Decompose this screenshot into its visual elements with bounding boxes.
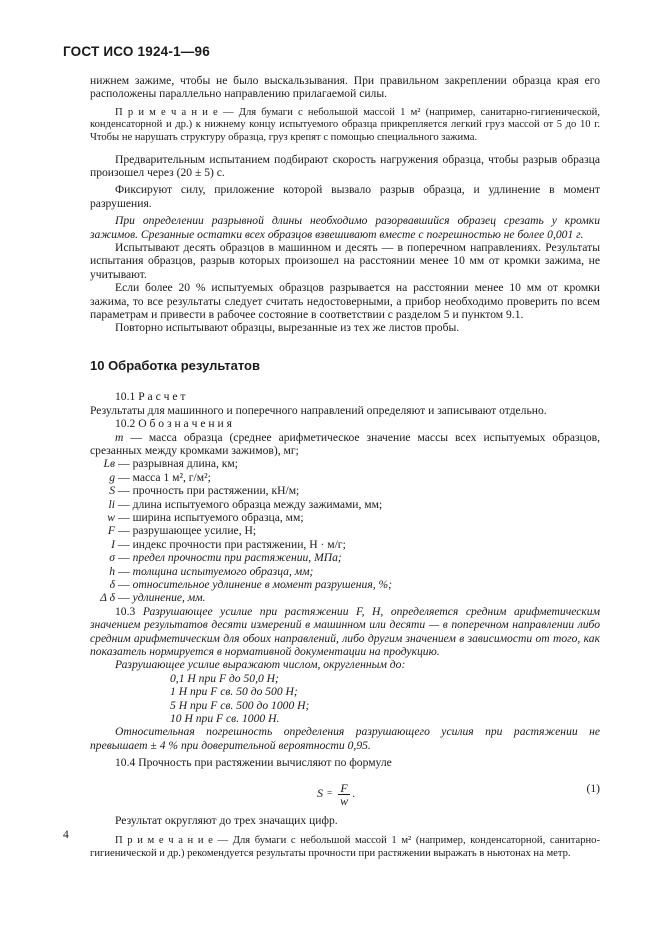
note-label: П р и м е ч а н и е [115, 106, 218, 118]
paragraph-repeat: Повторно испытывают образцы, вырезанные из тех же листов пробы. [115, 321, 460, 335]
rounding-item: 0,1 Н при F до 50,0 Н; [170, 671, 279, 685]
note-text: — Для бумаги с небольшой массой 1 м² (например, санитарно-гигиенической, конденсаторной и др.) к нижнему концу испытуемого образца прикрепляется легкий груз массой от 5 до 10 г. Чтобы не нарушать структуру образца, груз крепят с помощью специального зажима. [90, 106, 600, 143]
definition-dash: — [118, 470, 130, 484]
definition-text: удлинение, мм. [132, 591, 206, 605]
definition-item [90, 524, 600, 537]
paragraph-ten-samples: Испытывают десять образцов в машинном и десять — в поперечном направлениях. Результаты испытания образцов, разрыв которых произошел на расстоянии менее 10 мм от кромки зажима, не учитывают. [90, 241, 600, 281]
definition-text: толщина испытуемого образца, мм; [132, 564, 314, 578]
definition-text: индекс прочности при растяжении, Н · м/г; [132, 537, 346, 551]
formula-fraction [338, 782, 350, 807]
definition-symbol: δ [109, 577, 115, 591]
definition-item [90, 538, 600, 551]
definition-dash: — [118, 551, 130, 565]
clause-10-3 [90, 605, 600, 659]
page-content [90, 74, 600, 860]
formula [317, 782, 355, 807]
paragraph-speed: Предварительным испытанием подбирают скорость нагружения образца, чтобы разрыв образца произошел через (20 ± 5) с. [90, 152, 600, 179]
clause-10-1-heading [90, 390, 600, 403]
definition-item [90, 578, 600, 591]
clause-number: 10.4 [115, 756, 136, 770]
definition-item [90, 511, 600, 524]
page-number: 4 [63, 828, 69, 841]
clause-10-4 [90, 756, 600, 769]
definition-text: относительное удлинение в момент разрушения, %; [132, 577, 393, 591]
formula-numerator: F [340, 780, 348, 795]
definition-symbol: g [109, 470, 115, 484]
definition-item [90, 498, 600, 511]
equation-number: (1) [586, 781, 600, 795]
section-title: 10 Обработка результатов [90, 357, 260, 373]
definition-symbol: F [107, 524, 115, 538]
clause-title: Р а с ч е т [138, 390, 186, 404]
definition-dash: — [118, 510, 130, 524]
definition-symbol: σ [109, 551, 115, 565]
definition-dash: — [118, 497, 130, 511]
definition-text: разрывная длина, км; [132, 457, 238, 471]
definition-dash: — [118, 484, 130, 498]
standard-header: ГОСТ ИСО 1924-1—96 [63, 44, 210, 59]
definition-symbol: Δ δ [100, 591, 115, 605]
definition-m [90, 431, 600, 458]
definition-symbol: I [111, 537, 115, 551]
clause-text: Разрушающее усилие при растяжении F, Н, определяется средним арифметическим значением результатов десяти измерений в машинном или десяти — в поперечном направлении либо средним арифметическим для обоих направлений, либо другим значением в зависимости от того, как показатель нормируется в нормативной документации на продукцию. [90, 604, 601, 658]
definition-dash: — [118, 524, 130, 538]
definition-item [90, 551, 600, 564]
definition-text: — масса образца (среднее арифметическое значение массы всех испытуемых образцов, срезанных между кромками зажимов), мг; [90, 430, 600, 457]
note-label: П р и м е ч а н и е [115, 835, 213, 847]
definition-symbol: li [108, 497, 115, 511]
definition-symbol: h [109, 564, 115, 578]
clause-number: 10.1 [115, 390, 136, 404]
rounding-item: 10 Н при F св. 1000 Н. [170, 712, 280, 726]
formula-denominator: w [340, 793, 349, 808]
definition-dash: — [118, 457, 130, 471]
result-rounding: Результат округляют до трех значащих цифр. [115, 813, 338, 827]
definition-text: длина испытуемого образца между зажимами, мм; [132, 497, 383, 511]
clause-title: О б о з н а ч е н и я [138, 417, 232, 431]
formula-equals: = [327, 788, 333, 799]
paragraph-breaking-length: При определении разрывной длины необходимо разорвавшийся образец срезать у кромки зажимов. Срезанные остатки всех образцов взвешивают вместе с погрешностью не более 0,001 г. [90, 214, 600, 241]
definition-dash: — [118, 537, 130, 551]
note-text: — Для бумаги с небольшой массой 1 м² (например, конденсаторной, санитарно-гигиенической и др.) рекомендуется результаты прочности при растяжении выражать в ньютонах на метр. [90, 835, 600, 859]
clause-10-1-text: Результаты для машинного и поперечного направлений определяют и записывают отдельно. [90, 403, 547, 417]
rounding-intro: Разрушающее усилие выражают числом, округленным до: [115, 658, 406, 672]
clause-text: Прочность при растяжении вычисляют по формуле [138, 756, 392, 770]
definition-item [90, 591, 600, 604]
definition-dash: — [118, 577, 130, 591]
definition-dash: — [118, 564, 130, 578]
definition-text: масса 1 м², г/м²; [132, 470, 211, 484]
definition-dash: — [118, 591, 130, 605]
definition-symbol: S [109, 484, 115, 498]
definition-text: разрушающее усилие, Н; [132, 524, 257, 538]
definition-item [90, 484, 600, 497]
formula-row [90, 776, 600, 814]
error-statement: Относительная погрешность определения разрушающего усилия при растяжении не превышает ± 4 % при доверительной вероятности 0,95. [90, 725, 600, 752]
definition-text: ширина испытуемого образца, мм; [132, 510, 304, 524]
definition-item [90, 471, 600, 484]
formula-lhs: S [317, 786, 323, 801]
clause-number: 10.2 [115, 417, 136, 431]
clause-number: 10.3 [115, 604, 136, 618]
rounding-list [90, 672, 600, 726]
note-weight [90, 107, 600, 145]
definition-item [90, 457, 600, 470]
note-newtons [90, 835, 600, 860]
definition-text: предел прочности при растяжении, МПа; [132, 551, 342, 565]
paragraph-force: Фиксируют силу, приложение которой вызвало разрыв образца, и удлинение в момент разрушения. [90, 183, 600, 210]
definitions-list [90, 457, 600, 604]
paragraph-clamp: нижнем зажиме, чтобы не было выскальзывания. При правильном закреплении образца края его расположены параллельно направлению прилагаемой силы. [90, 74, 600, 101]
formula-period: . [352, 786, 356, 801]
definition-item [90, 565, 600, 578]
rounding-item: 5 Н при F св. 500 до 1000 Н; [170, 698, 310, 712]
rounding-item: 1 Н при F св. 50 до 500 Н; [170, 685, 298, 699]
paragraph-twenty-percent: Если более 20 % испытуемых образцов разрывается на расстоянии менее 10 мм от кромки зажима, то все результаты следует считать недостоверными, а прибор необходимо проверить по всем параметрам и привести в рабочее состояние в соответствии с разделом 5 и пунктом 9.1. [90, 281, 600, 322]
definition-text: прочность при растяжении, кН/м; [132, 484, 300, 498]
definition-symbol: w [107, 510, 115, 524]
clause-10-2-heading [90, 417, 600, 430]
definition-symbol: m [115, 430, 124, 444]
definition-symbol: Lв [103, 457, 115, 471]
